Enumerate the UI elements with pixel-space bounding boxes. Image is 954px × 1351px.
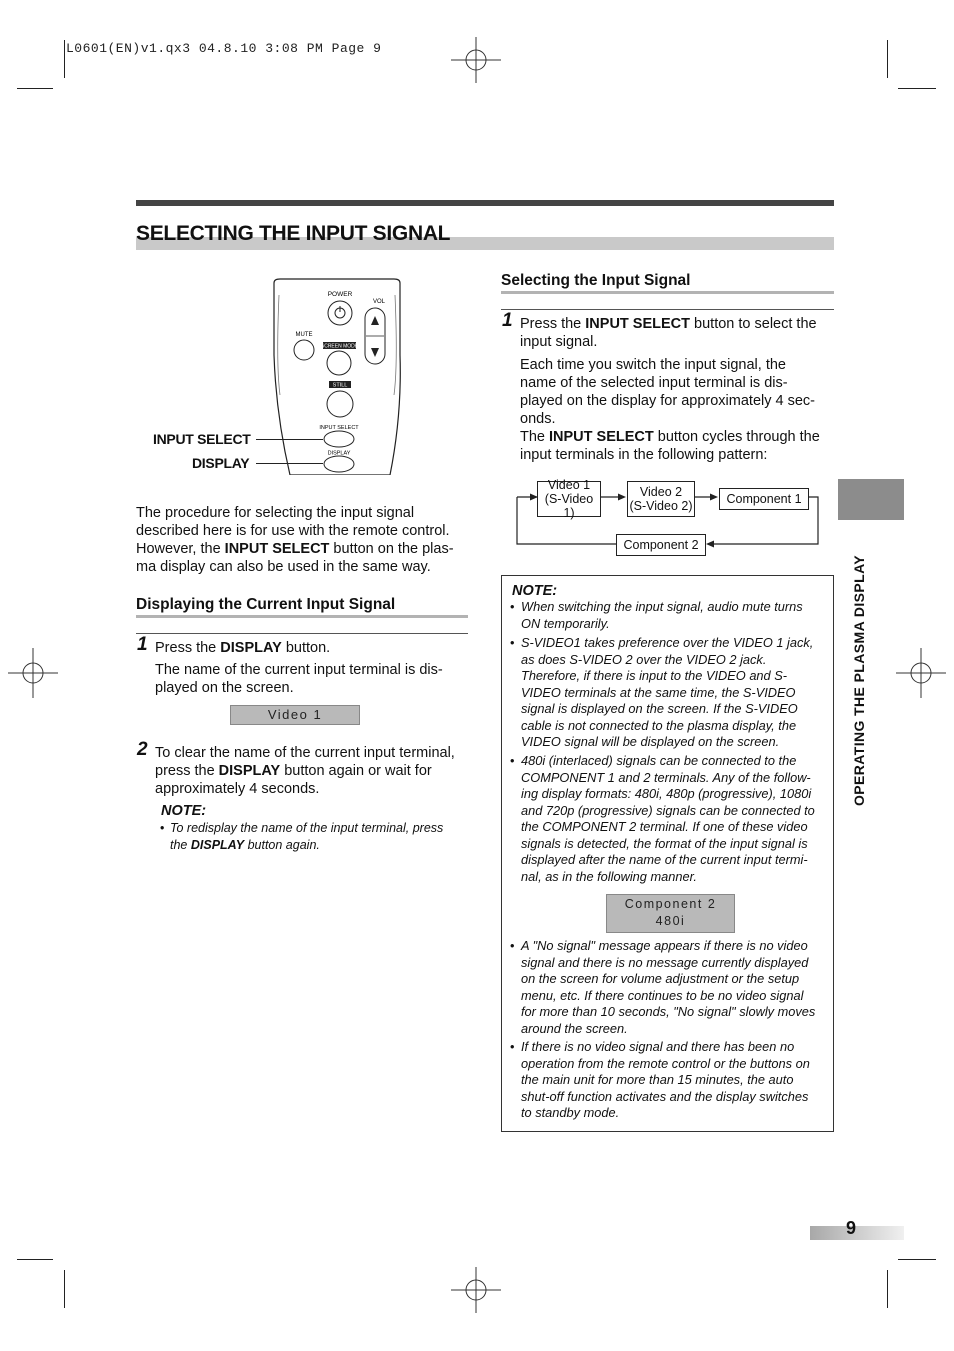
note-line: the COMPONENT 2 terminal. If one of these video bbox=[521, 819, 808, 834]
flow-box-video-2 bbox=[627, 481, 695, 517]
note-line: signal and there is no message currently displayed bbox=[521, 954, 809, 970]
registration-mark-icon bbox=[451, 1265, 501, 1315]
note-line: If there is no video signal and there has been no bbox=[521, 1039, 795, 1054]
note-line: signals is detected, the format of the input signal is bbox=[521, 835, 808, 851]
section-thin-rule bbox=[136, 633, 468, 634]
step-number: 1 bbox=[137, 634, 148, 655]
callout-line bbox=[256, 463, 323, 464]
note-line: ing display formats: 480i, 480p (progressive), 1080i bbox=[521, 786, 812, 801]
step2-text bbox=[155, 744, 475, 798]
input-select-small-label: INPUT SELECT bbox=[319, 425, 359, 431]
section-thin-rule bbox=[501, 309, 834, 310]
osd-video-1 bbox=[230, 705, 360, 725]
crop-mark bbox=[887, 1270, 888, 1308]
text-span: press the bbox=[155, 763, 219, 779]
note-item bbox=[510, 599, 829, 632]
text-line: onds. bbox=[520, 411, 556, 427]
flow-box-component-1 bbox=[719, 488, 809, 510]
note-line: around the screen. bbox=[521, 1020, 628, 1036]
note-line: nal, as in the following manner. bbox=[521, 868, 697, 884]
note-item bbox=[510, 1039, 829, 1122]
note-line: VIDEO signal will be displayed on the screen. bbox=[521, 734, 780, 749]
registration-mark-icon bbox=[451, 35, 501, 85]
osd-text: Component 2 bbox=[624, 897, 717, 911]
step-number: 1 bbox=[502, 310, 513, 331]
text-span-bold: INPUT SELECT bbox=[224, 541, 330, 557]
text-line: To clear the name of the current input terminal, bbox=[155, 745, 455, 761]
note-line: displayed after the name of the current input termi- bbox=[521, 852, 808, 867]
crop-mark bbox=[17, 1259, 53, 1260]
flow-text: Component 1 bbox=[726, 492, 802, 506]
note-item bbox=[160, 820, 470, 853]
text-span-bold: DISPLAY bbox=[220, 640, 282, 656]
note-line: COMPONENT 1 and 2 terminals. Any of the follow- bbox=[521, 769, 811, 785]
callout-display: DISPLAY bbox=[192, 455, 250, 471]
crop-mark bbox=[887, 40, 888, 78]
text-line: played on the display for approximately 4 sec- bbox=[520, 393, 815, 409]
note-line: operation from the remote control or the buttons on bbox=[521, 1055, 810, 1071]
power-label: POWER bbox=[327, 291, 353, 298]
note-line: the main unit for more than 15 minutes, the auto bbox=[521, 1072, 794, 1087]
note-line: on the screen for volume adjustment or the setup bbox=[521, 971, 800, 986]
bullet: • bbox=[510, 635, 515, 650]
note-line: ON temporarily. bbox=[521, 615, 610, 631]
crop-mark bbox=[17, 88, 53, 89]
text-span: However, the bbox=[136, 541, 225, 557]
flow-text: Component 2 bbox=[623, 538, 699, 552]
flow-text: (S-Video 2) bbox=[629, 499, 693, 513]
text-line bbox=[155, 762, 475, 780]
bullet: • bbox=[160, 821, 165, 835]
note-line: as does S-VIDEO 2 over the VIDEO 2 jack. bbox=[521, 651, 767, 667]
text-span-bold: INPUT SELECT bbox=[585, 316, 691, 332]
text-span: button to select the bbox=[690, 316, 817, 332]
text-span: button on the plas- bbox=[329, 541, 454, 557]
note-line: for more than 10 seconds, "No signal" slowly moves bbox=[521, 1004, 816, 1019]
text-line: The procedure for selecting the input signal bbox=[136, 505, 415, 521]
callout-line bbox=[256, 439, 323, 440]
crop-mark bbox=[898, 88, 936, 89]
intro-paragraph bbox=[136, 504, 471, 576]
text-span: button again. bbox=[244, 837, 320, 852]
display-small-label: DISPLAY bbox=[327, 450, 351, 457]
vol-label: VOL bbox=[372, 299, 386, 305]
text-span: the bbox=[170, 837, 191, 852]
text-span-bold: DISPLAY bbox=[218, 763, 281, 779]
flow-box-component-2 bbox=[616, 534, 706, 556]
note-line: and 720p (progressive) signals can be connected to bbox=[521, 802, 815, 818]
mute-label: MUTE bbox=[295, 332, 313, 338]
text-line: input signal. bbox=[520, 334, 598, 350]
text-line bbox=[520, 428, 834, 446]
text-line: described here is for use with the remote control. bbox=[136, 523, 450, 539]
note-item bbox=[510, 938, 829, 1037]
registration-mark-icon bbox=[8, 648, 58, 698]
bullet: • bbox=[510, 1039, 515, 1054]
text-span: button cycles through the bbox=[653, 429, 820, 445]
osd-component-2-480i bbox=[606, 894, 735, 933]
text-line: To redisplay the name of the input terminal, press bbox=[170, 821, 444, 835]
note-line: cable is not connected to the plasma display, the bbox=[521, 717, 797, 733]
text-line: The name of the current input terminal is dis- bbox=[155, 662, 443, 678]
bullet: • bbox=[510, 753, 515, 768]
flow-box-video-1 bbox=[537, 478, 601, 520]
callout-input-select: INPUT SELECT bbox=[153, 431, 251, 447]
note-line: to standby mode. bbox=[521, 1105, 620, 1120]
bullet: • bbox=[510, 599, 515, 614]
remote-control-illustration bbox=[262, 275, 412, 475]
text-line: name of the selected input terminal is dis- bbox=[520, 375, 788, 391]
text-span-bold: INPUT SELECT bbox=[549, 429, 654, 445]
text-line bbox=[170, 837, 470, 854]
note-heading: NOTE: bbox=[161, 803, 207, 819]
flow-text: Video 2 bbox=[639, 485, 683, 499]
screen-mode-label: SCREEN MODE bbox=[320, 343, 359, 350]
text-span: button again or wait for bbox=[280, 763, 432, 779]
crop-mark bbox=[64, 1270, 65, 1308]
note-item bbox=[510, 753, 829, 885]
osd-text: 480i bbox=[655, 914, 686, 928]
registration-mark-icon bbox=[896, 648, 946, 698]
side-tab-text: OPERATING THE PLASMA DISPLAY bbox=[851, 554, 867, 806]
crop-mark bbox=[64, 40, 65, 78]
note-line: S-VIDEO1 takes preference over the VIDEO 1 jack, bbox=[521, 635, 814, 650]
section-rule bbox=[501, 291, 834, 294]
note-item bbox=[510, 635, 829, 751]
print-slug: L0601(EN)v1.qx3 04.8.10 3:08 PM Page 9 bbox=[66, 41, 382, 56]
note-line: menu, etc. If there continues to be no video signal bbox=[521, 987, 804, 1003]
text-span: The bbox=[520, 429, 550, 445]
text-line bbox=[520, 315, 834, 333]
flow-text: Video 1 bbox=[547, 478, 591, 492]
section-title-display: Displaying the Current Input Signal bbox=[136, 596, 396, 613]
note-line: shut-off function activates and the display switches bbox=[521, 1088, 809, 1104]
page-number-band bbox=[810, 1226, 904, 1240]
note-line: When switching the input signal, audio mute turns bbox=[521, 599, 803, 614]
text-span: Press the bbox=[155, 640, 221, 656]
text-span-bold: DISPLAY bbox=[190, 837, 245, 852]
text-line: approximately 4 seconds. bbox=[155, 781, 320, 797]
text-line: played on the screen. bbox=[155, 680, 294, 696]
text-line bbox=[155, 639, 475, 657]
top-rule bbox=[136, 200, 834, 206]
text-span: Press the bbox=[520, 316, 586, 332]
bullet: • bbox=[510, 938, 515, 953]
note-line: A "No signal" message appears if there is no video bbox=[521, 938, 808, 953]
right-step1-text bbox=[520, 315, 834, 464]
step-number: 2 bbox=[137, 739, 148, 760]
side-tab bbox=[838, 479, 904, 520]
note-line: 480i (interlaced) signals can be connected to the bbox=[521, 753, 797, 768]
text-line: ma display can also be used in the same way. bbox=[136, 559, 431, 575]
section-rule bbox=[136, 615, 468, 618]
note-line: signal is displayed on the screen. If the S-VIDEO bbox=[521, 701, 798, 716]
osd-text: Video 1 bbox=[267, 707, 323, 722]
text-line: Each time you switch the input signal, the bbox=[520, 357, 786, 373]
page-title: SELECTING THE INPUT SIGNAL bbox=[136, 222, 451, 245]
note-line: VIDEO terminals at the same time, the S-VIDEO bbox=[521, 684, 796, 700]
text-span: button. bbox=[281, 640, 331, 656]
text-line: input terminals in the following pattern: bbox=[520, 447, 768, 463]
crop-mark bbox=[898, 1259, 936, 1260]
still-label: STILL bbox=[332, 382, 348, 389]
page-number: 9 bbox=[846, 1218, 857, 1238]
step1-text bbox=[155, 639, 475, 697]
section-title-select: Selecting the Input Signal bbox=[501, 272, 691, 289]
text-line bbox=[136, 540, 471, 558]
flow-text: (S-Video 1) bbox=[544, 492, 594, 520]
note-line: Therefore, if there is input to the VIDEO and S- bbox=[521, 668, 788, 683]
note-heading: NOTE: bbox=[512, 583, 558, 599]
